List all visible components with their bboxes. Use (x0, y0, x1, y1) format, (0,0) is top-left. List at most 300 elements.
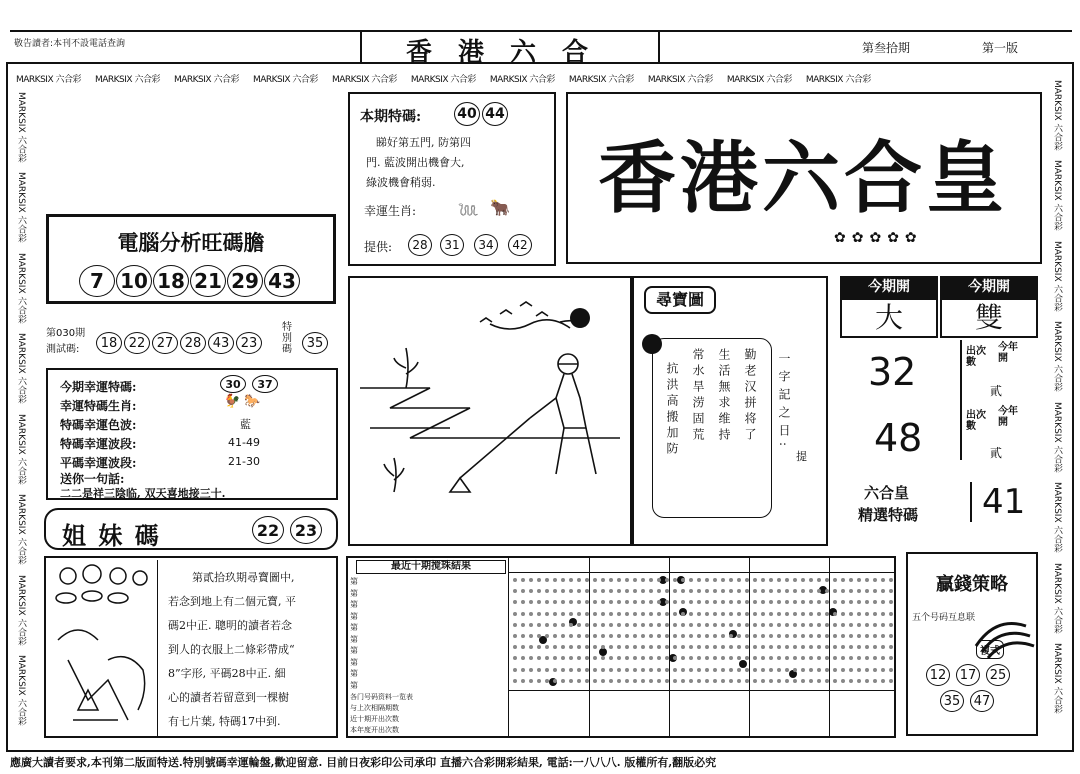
grid-dot (681, 600, 685, 604)
open-number-2: 48 (874, 416, 923, 460)
grid-dot (545, 679, 549, 683)
grid-dot (865, 679, 869, 683)
grid-dot (793, 612, 797, 616)
grid-dot (665, 623, 669, 627)
grid-dot (713, 645, 717, 649)
test-number: 27 (152, 332, 178, 354)
lucky-row-4: 特碼幸運波段: (60, 437, 137, 451)
grid-dot (529, 612, 533, 616)
grid-dot (529, 634, 533, 638)
grid-dot (865, 623, 869, 627)
grid-dot (569, 623, 573, 627)
grid-dot (681, 578, 685, 582)
grid-dot (537, 589, 541, 593)
results-row-label: 第 (350, 623, 358, 632)
lucky-row-3: 特碼幸運色波: (60, 418, 137, 432)
results-title: 最近十期搅珠結果 (356, 560, 506, 574)
open-number-1: 32 (868, 350, 917, 394)
test-number: 28 (180, 332, 206, 354)
grid-dot (697, 612, 701, 616)
grid-dot (561, 578, 565, 582)
grid-dot (633, 578, 637, 582)
grid-dot (761, 645, 765, 649)
grid-dot (873, 679, 877, 683)
grid-dot (673, 578, 677, 582)
grid-dot (569, 612, 573, 616)
grid-dot (601, 600, 605, 604)
grid-dot (537, 612, 541, 616)
side-saying: 一字記之日: (777, 352, 791, 453)
grid-dot (777, 589, 781, 593)
grid-dot (705, 578, 709, 582)
grid-dot (793, 623, 797, 627)
grid-dot (777, 578, 781, 582)
grid-dot (625, 623, 629, 627)
grid-dot (681, 612, 685, 616)
grid-dot (553, 589, 557, 593)
treasure-line: 碼2中正. 聰明的讀者若念 (168, 619, 292, 632)
grid-dot (785, 656, 789, 660)
grid-dot (681, 668, 685, 672)
grid-divider (829, 558, 830, 736)
grid-dot (801, 634, 805, 638)
grid-dot (841, 589, 845, 593)
grid-dot (545, 600, 549, 604)
grid-dot (753, 578, 757, 582)
test-issue-label: 第030期 (46, 328, 86, 339)
grid-dot (825, 679, 829, 683)
grid-dot (881, 668, 885, 672)
grid-dot (881, 600, 885, 604)
grid-dot (537, 679, 541, 683)
lucky-row-2: 幸運特碼生肖: (60, 399, 137, 413)
strategy-box (906, 552, 1038, 736)
lucky-row-1: 今期幸運特碼: (60, 380, 137, 394)
special-code-box (348, 92, 556, 266)
drawn-ball (599, 648, 607, 656)
grid-dot (705, 634, 709, 638)
strategy-title: 贏錢策略 (936, 574, 1008, 595)
grid-dot (697, 645, 701, 649)
results-row-label: 第 (350, 669, 358, 678)
grid-dot (561, 679, 565, 683)
grid-dot (529, 679, 533, 683)
grid-dot (745, 623, 749, 627)
sister-number: 22 (252, 516, 284, 544)
grid-dot (817, 634, 821, 638)
grid-footer-line (509, 690, 895, 691)
grid-dot (713, 623, 717, 627)
grid-dot (673, 634, 677, 638)
grid-dot (657, 612, 661, 616)
grid-dot (553, 679, 557, 683)
grid-dot (561, 656, 565, 660)
grid-dot (737, 668, 741, 672)
grid-dot (881, 578, 885, 582)
computer-number: 29 (227, 265, 263, 297)
grid-dot (577, 668, 581, 672)
grid-dot (529, 645, 533, 649)
grid-dot (801, 623, 805, 627)
computer-numbers (79, 265, 300, 297)
grid-dot (529, 623, 533, 627)
grid-dot (689, 679, 693, 683)
grid-dot (681, 589, 685, 593)
grid-dot (657, 623, 661, 627)
grid-dot (673, 600, 677, 604)
grid-dot (593, 589, 597, 593)
grid-dot (625, 645, 629, 649)
grid-dot (705, 645, 709, 649)
grid-dot (713, 668, 717, 672)
lucky-number: 37 (252, 375, 278, 393)
grid-dot (729, 589, 733, 593)
grid-dot (673, 623, 677, 627)
grid-dot (553, 645, 557, 649)
grid-dot (617, 612, 621, 616)
grid-dot (617, 623, 621, 627)
grid-dot (833, 612, 837, 616)
lucky-row-5: 平碼幸運波段: (60, 456, 137, 470)
grid-dot (809, 623, 813, 627)
grid-dot (577, 578, 581, 582)
grid-dot (521, 679, 525, 683)
open-header-2: 今期開 (940, 276, 1038, 298)
grid-dot (809, 600, 813, 604)
grid-dot (833, 578, 837, 582)
grid-dot (809, 634, 813, 638)
grid-dot (609, 612, 613, 616)
grid-dot (569, 656, 573, 660)
strategy-number: 47 (970, 690, 994, 712)
grid-dot (881, 612, 885, 616)
grid-dot (841, 645, 845, 649)
grid-dot (553, 612, 557, 616)
grid-dot (521, 634, 525, 638)
grid-dot (593, 623, 597, 627)
treasure-line: 心的讀者若留意到一棵樹 (168, 691, 289, 704)
grid-dot (761, 623, 765, 627)
grid-dot (873, 600, 877, 604)
grid-dot (833, 623, 837, 627)
grid-dot (593, 578, 597, 582)
grid-dot (865, 668, 869, 672)
grid-dot (601, 623, 605, 627)
logo-box (566, 92, 1042, 264)
grid-dot (601, 668, 605, 672)
grid-dot (649, 600, 653, 604)
page-label: 第一版 (982, 41, 1019, 55)
grid-dot (889, 668, 893, 672)
grid-dot (817, 679, 821, 683)
grid-dot (737, 645, 741, 649)
grid-dot (745, 578, 749, 582)
grid-dot (697, 634, 701, 638)
grid-dot (641, 668, 645, 672)
grid-dot (809, 679, 813, 683)
grid-dot (873, 578, 877, 582)
grid-dot (545, 612, 549, 616)
grid-dot (681, 679, 685, 683)
special-number-1: 40 (454, 102, 480, 126)
grid-dot (601, 679, 605, 683)
grid-dot (785, 600, 789, 604)
grid-dot (729, 656, 733, 660)
grid-dot (633, 645, 637, 649)
grid-dot (833, 668, 837, 672)
grid-dot (849, 679, 853, 683)
grid-dot (593, 634, 597, 638)
top-marksix-banner: MARKSIX 六合彩 MARKSIX 六合彩 MARKSIX 六合彩 MARKSIX 六合彩 MARKSIX 六合彩 MARKSIX 六合彩 MARKSIX 六合彩 MARKSIX 六合彩 MARKSIX 六合彩 MARKSIX 六合彩 MARKSIX 六合彩 (16, 75, 871, 85)
pick-number: 41 (970, 482, 1025, 522)
grid-dot (873, 589, 877, 593)
grid-dot (729, 612, 733, 616)
grid-dot (793, 589, 797, 593)
results-row-label: 第 (350, 588, 358, 598)
results-row-label: 第 (350, 634, 358, 644)
test-code-section (44, 322, 340, 364)
grid-dot (681, 634, 685, 638)
poem-column: 抗洪高搬加防 (665, 362, 679, 458)
treasure-map-title: 尋寶圖 (644, 286, 716, 314)
lucky-range-1: 41-49 (228, 436, 260, 449)
test-number: 18 (96, 332, 122, 354)
computer-number: 21 (190, 265, 226, 297)
results-table (346, 556, 896, 738)
grid-dot (705, 623, 709, 627)
grid-dot (817, 578, 821, 582)
grid-dot (825, 634, 829, 638)
grid-dot (881, 634, 885, 638)
grid-dot (537, 623, 541, 627)
side-count-2: 出次數 (966, 410, 986, 432)
grid-dot (521, 612, 525, 616)
grid-dot (793, 600, 797, 604)
grid-dot (521, 656, 525, 660)
footer-row: 各门号码资料一览表 (350, 693, 413, 701)
grid-dot (801, 612, 805, 616)
grid-dot (841, 578, 845, 582)
side-year-2: 今年開 (998, 406, 1018, 428)
grid-dot (777, 645, 781, 649)
grid-dot (849, 668, 853, 672)
grid-dot (849, 645, 853, 649)
grid-dot (753, 600, 757, 604)
grid-dot (697, 600, 701, 604)
grid-dot (625, 668, 629, 672)
sister-label: 姐 妹 碼 (62, 521, 161, 550)
open-side-panel (960, 340, 1036, 460)
grid-dot (833, 645, 837, 649)
grid-dot (569, 634, 573, 638)
grid-dot (753, 656, 757, 660)
grid-dot (729, 679, 733, 683)
grid-dot (649, 589, 653, 593)
grid-dot (537, 578, 541, 582)
grid-dot (593, 645, 597, 649)
grid-dot (657, 656, 661, 660)
grid-dot (585, 668, 589, 672)
treasure-text (168, 566, 336, 734)
grid-dot (513, 634, 517, 638)
grid-dot (873, 612, 877, 616)
test-special-number: 35 (302, 332, 328, 354)
right-marksix-banner: MARKSIX 六合彩MARKSIX 六合彩MARKSIX 六合彩MARKSIX 六合彩MARKSIX 六合彩MARKSIX 六合彩MARKSIX 六合彩MARKSIX 六合彩 (1052, 80, 1062, 714)
computer-analysis-box (46, 214, 336, 304)
grid-dot (817, 623, 821, 627)
issue-label: 第叁拾期 (862, 41, 911, 55)
grid-dot (825, 668, 829, 672)
grid-dot (689, 578, 693, 582)
grid-dot (721, 656, 725, 660)
grid-dot (569, 679, 573, 683)
grid-dot (705, 600, 709, 604)
grid-dot (689, 623, 693, 627)
grid-dot (713, 679, 717, 683)
grid-dot (641, 578, 645, 582)
grid-dot (649, 623, 653, 627)
grid-dot (881, 645, 885, 649)
grid-dot (545, 623, 549, 627)
zodiac-ox-icon: 🐂 (490, 198, 510, 217)
grid-dot (785, 679, 789, 683)
grid-dot (537, 656, 541, 660)
grid-dot (865, 634, 869, 638)
grid-dot (697, 656, 701, 660)
grid-dot (785, 668, 789, 672)
lucky-color-value: 藍 (240, 418, 251, 431)
grid-dot (833, 634, 837, 638)
grid-dot (657, 679, 661, 683)
grid-dot (857, 679, 861, 683)
open-header-1: 今期開 (840, 276, 938, 298)
grid-dot (537, 645, 541, 649)
grid-dot (889, 612, 893, 616)
grid-dot (769, 612, 773, 616)
grid-dot (561, 668, 565, 672)
grid-dot (521, 578, 525, 582)
zodiac-snake-icon: 𓆙 (458, 203, 479, 222)
grid-dot (873, 645, 877, 649)
grid-dot (521, 623, 525, 627)
grid-dot (777, 634, 781, 638)
treasure-line: 若念到地上有二個元寶, 平 (168, 595, 296, 608)
open-value-even: 雙 (940, 298, 1038, 338)
grid-dot (633, 623, 637, 627)
grid-dot (697, 578, 701, 582)
results-row-label: 第 (350, 657, 358, 667)
test-number: 23 (236, 332, 262, 354)
grid-dot (601, 589, 605, 593)
side-value-1: 貳 (990, 384, 1003, 398)
grid-dot (825, 623, 829, 627)
grid-dot (785, 634, 789, 638)
grid-dot (881, 679, 885, 683)
grid-dot (865, 578, 869, 582)
provide-number: 34 (474, 234, 498, 256)
grid-dot (577, 679, 581, 683)
grid-dot (769, 668, 773, 672)
strategy-number: 12 (926, 664, 950, 686)
logo-title: 香港六合皇 (597, 133, 1008, 224)
grid-dot (841, 612, 845, 616)
grid-dot (841, 600, 845, 604)
grid-dot (873, 634, 877, 638)
grid-dot (617, 634, 621, 638)
treasure-line: 有七片葉, 特碼17中到. (168, 715, 281, 728)
grid-dot (777, 600, 781, 604)
grid-dot (521, 589, 525, 593)
grid-dot (825, 612, 829, 616)
grid-dot (705, 589, 709, 593)
grid-dot (857, 589, 861, 593)
grid-dot (729, 634, 733, 638)
pick-label-2: 精選特碼 (858, 506, 919, 524)
grid-dot (641, 679, 645, 683)
results-footer (350, 692, 506, 736)
grid-dot (577, 623, 581, 627)
grid-dot (609, 679, 613, 683)
grid-dot (809, 612, 813, 616)
grid-dot (857, 656, 861, 660)
grid-dot (889, 656, 893, 660)
header-notice: 敬告讀者:本刊不設電話查詢 (14, 39, 126, 49)
strategy-number: 35 (940, 690, 964, 712)
strategy-subtitle: 五个号码互息联 (912, 613, 976, 623)
grid-dot (569, 600, 573, 604)
grid-dot (553, 668, 557, 672)
grid-dot (633, 634, 637, 638)
grid-dot (817, 645, 821, 649)
footer-row: 近十期开出次数 (350, 715, 399, 723)
grid-dot (561, 589, 565, 593)
grid-dot (545, 668, 549, 672)
grid-dot (593, 612, 597, 616)
grid-dot (657, 645, 661, 649)
grid-dot (721, 578, 725, 582)
grid-dot (761, 634, 765, 638)
grid-dot (801, 600, 805, 604)
grid-dot (513, 589, 517, 593)
grid-dot (601, 656, 605, 660)
grid-dot (857, 600, 861, 604)
grid-dot (769, 634, 773, 638)
special-text-3: 綠波機會稍弱. (366, 176, 436, 189)
grid-dot (689, 589, 693, 593)
grid-dot (753, 634, 757, 638)
grid-dot (785, 578, 789, 582)
grid-dot (609, 578, 613, 582)
treasure-line: 第貳拾玖期尋寶圖中, (192, 571, 295, 584)
test-numbers (96, 332, 262, 354)
grid-dot (761, 656, 765, 660)
grid-dot (625, 578, 629, 582)
grid-dot (697, 679, 701, 683)
provide-number: 42 (508, 234, 532, 256)
grid-dot (729, 600, 733, 604)
computer-number: 10 (116, 265, 152, 297)
grid-dot (841, 668, 845, 672)
grid-dot (561, 623, 565, 627)
grid-dot (713, 578, 717, 582)
provide-number: 28 (408, 234, 432, 256)
grid-dot (529, 600, 533, 604)
grid-dot (609, 634, 613, 638)
grid-dot (537, 668, 541, 672)
grid-dot (769, 578, 773, 582)
scroll-knob (642, 334, 662, 354)
grid-dot (545, 645, 549, 649)
